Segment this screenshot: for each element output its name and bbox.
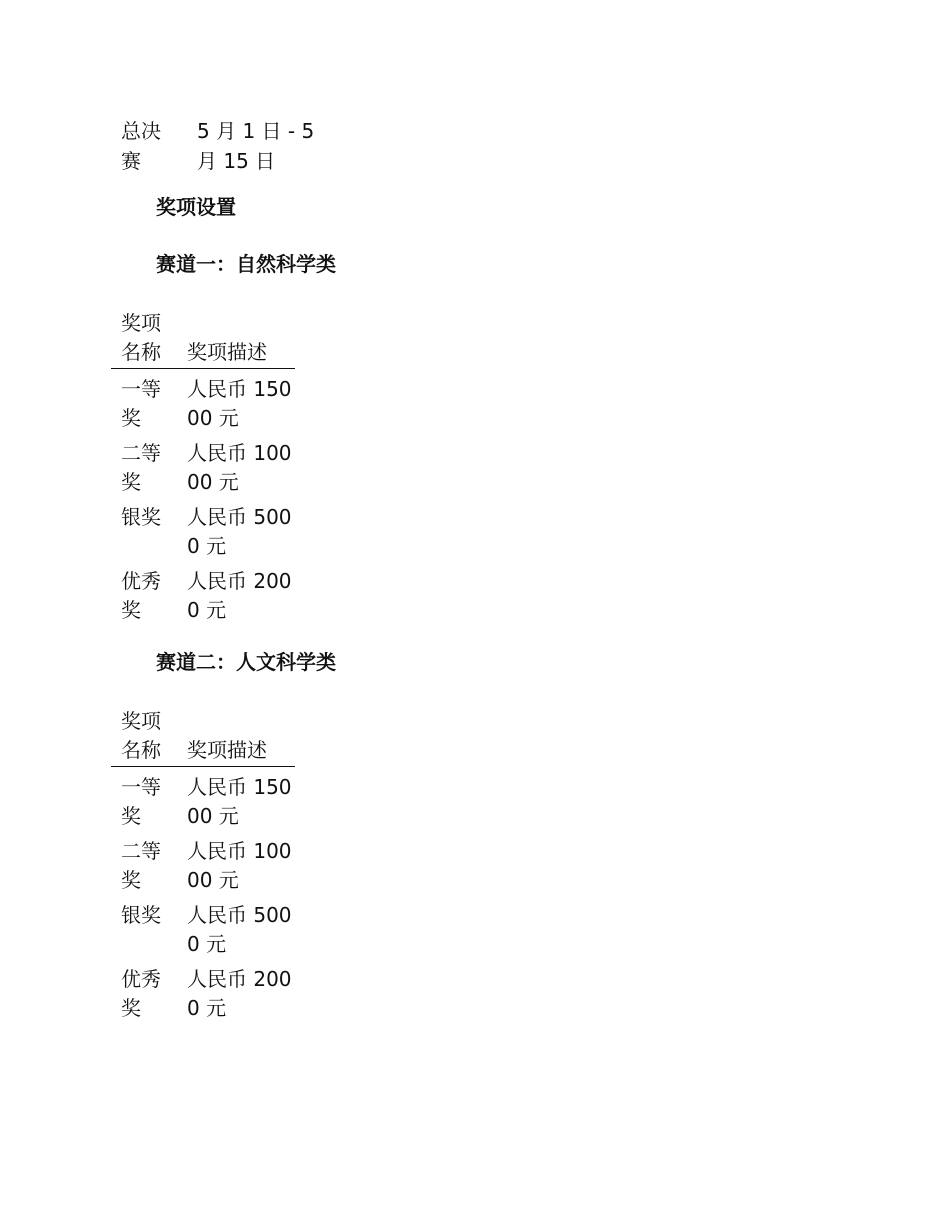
- track-1-title: 赛道一：自然科学类: [156, 252, 336, 276]
- award-name-cell: 银奖: [121, 505, 161, 529]
- award-name-cell: 二等奖: [121, 839, 161, 892]
- track-2-title: 赛道二：人文科学类: [156, 650, 336, 674]
- track-1-award-table: [111, 309, 295, 625]
- table-row: [111, 895, 295, 959]
- table-row: [111, 561, 295, 625]
- column-header-award-description: 奖项描述: [187, 309, 295, 369]
- award-description-cell: 人民币 5000 元: [187, 903, 292, 956]
- table-row: [111, 959, 295, 1023]
- column-header-award-name: 奖项名称: [111, 707, 187, 767]
- table-row: [111, 369, 295, 434]
- table-row: [111, 831, 295, 895]
- awards-heading: 奖项设置: [156, 195, 236, 219]
- table-row: [111, 767, 295, 832]
- award-name-cell: 优秀奖: [121, 569, 161, 622]
- column-header-award-name: 奖项名称: [111, 309, 187, 369]
- award-name-cell: 一等奖: [121, 775, 161, 828]
- table-header-row: [111, 309, 295, 369]
- award-name-cell: 优秀奖: [121, 967, 161, 1020]
- table-row: [111, 433, 295, 497]
- award-description-cell: 人民币 15000 元: [187, 775, 292, 828]
- award-description-cell: 人民币 10000 元: [187, 441, 292, 494]
- award-name-cell: 二等奖: [121, 441, 161, 494]
- award-description-cell: 人民币 15000 元: [187, 377, 292, 430]
- track-2-award-table: [111, 707, 295, 1023]
- schedule-row: [121, 116, 317, 176]
- schedule-stage: 总决赛: [121, 119, 161, 173]
- schedule-date: 5 月 1 日 - 5 月 15 日: [197, 119, 315, 173]
- award-description-cell: 人民币 5000 元: [187, 505, 292, 558]
- award-name-cell: 银奖: [121, 903, 161, 927]
- award-description-cell: 人民币 2000 元: [187, 967, 292, 1020]
- table-row: [111, 497, 295, 561]
- table-header-row: [111, 707, 295, 767]
- award-description-cell: 人民币 10000 元: [187, 839, 292, 892]
- column-header-award-description: 奖项描述: [187, 707, 295, 767]
- award-name-cell: 一等奖: [121, 377, 161, 430]
- award-description-cell: 人民币 2000 元: [187, 569, 292, 622]
